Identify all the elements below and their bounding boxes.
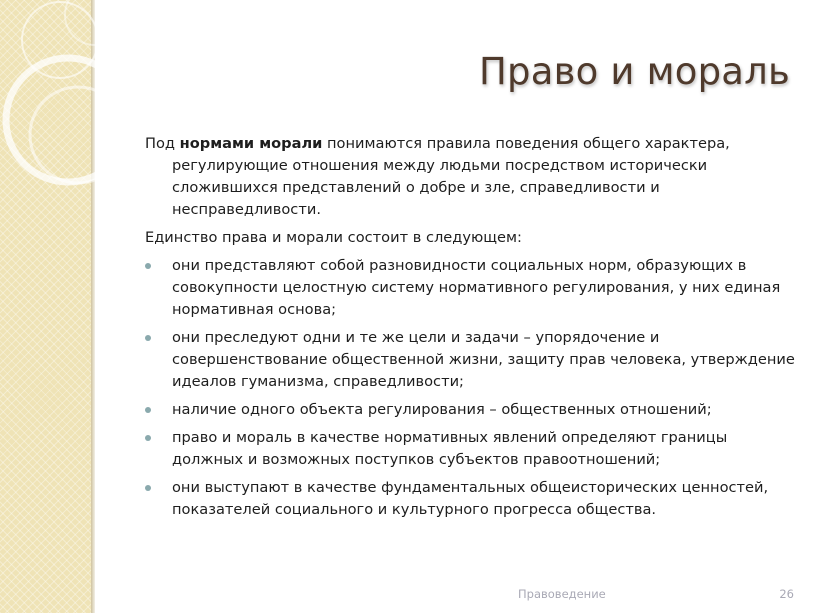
bullet-icon xyxy=(145,335,151,341)
definition-text: понимаются правила поведения общего характера, регулирующие отношения между людьми посредством исторически сложившихся представлений о добре и зле, справедливости и несправедливости. xyxy=(172,135,730,218)
list-item-text: они выступают в качестве фундаментальных общеисторических ценностей, показателей социального и культурного прогресса общества. xyxy=(172,479,769,518)
definition-prefix: Под xyxy=(145,135,180,152)
definition-bold-term: нормами морали xyxy=(179,135,323,152)
footer-text: Правоведение xyxy=(518,587,606,601)
lead-paragraph: Единство права и морали состоит в следующем: xyxy=(145,229,522,246)
list-item-text: наличие одного объекта регулирования – общественных отношений; xyxy=(172,401,712,418)
list-item-text: право и мораль в качестве нормативных явлений определяют границы должных и возможных поступков субъектов правоотношений; xyxy=(172,429,728,468)
list-item-text: они представляют собой разновидности социальных норм, образующих в совокупности целостную систему нормативного регулирования, у них единая нормативная основа; xyxy=(172,257,781,318)
definition-paragraph xyxy=(145,133,795,221)
list-item xyxy=(145,399,795,421)
list-item-text: они преследуют одни и те же цели и задачи – упорядочение и совершенствование общественной жизни, защиту прав человека, утверждение идеалов гуманизма, справедливости; xyxy=(172,329,795,390)
bullet-icon xyxy=(145,263,151,269)
slide-body xyxy=(145,133,795,527)
list-item xyxy=(145,255,795,321)
bullet-icon xyxy=(145,435,151,441)
bullet-icon xyxy=(145,407,151,413)
list-item xyxy=(145,477,795,521)
decorative-circles-icon xyxy=(0,0,150,260)
page-number: 26 xyxy=(779,587,794,601)
bullet-list xyxy=(145,255,795,521)
bullet-icon xyxy=(145,485,151,491)
list-item xyxy=(145,427,795,471)
slide-title: Право и мораль xyxy=(479,50,790,93)
list-item xyxy=(145,327,795,393)
